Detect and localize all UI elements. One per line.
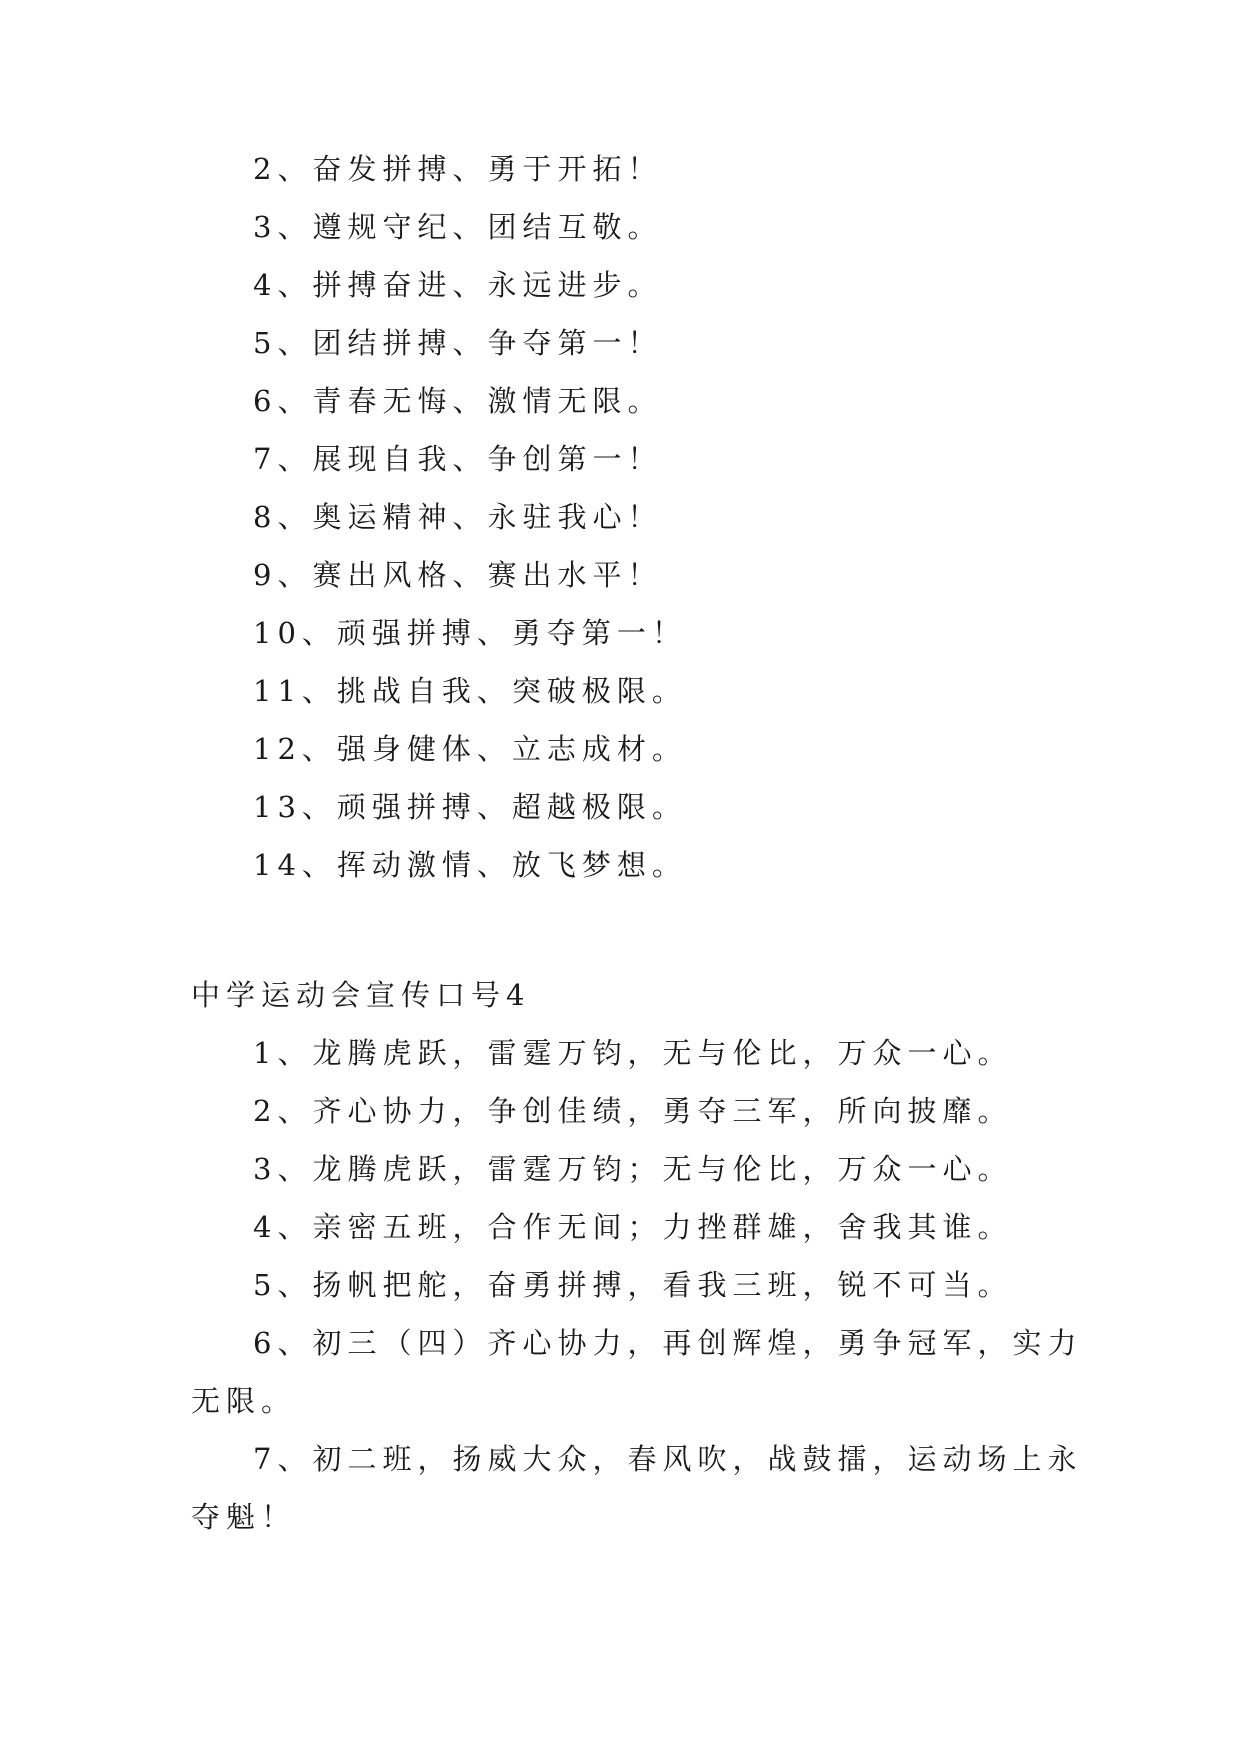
slogan-item: 8、奥运精神、永驻我心！ — [253, 500, 663, 534]
slogan-item: 2、齐心协力，争创佳绩，勇夺三军，所向披靡。 — [253, 1094, 1013, 1128]
slogan-item: 11、挑战自我、突破极限。 — [253, 674, 687, 708]
slogan-item: 9、赛出风格、赛出水平！ — [253, 558, 663, 592]
slogan-item: 7、展现自我、争创第一！ — [253, 442, 663, 476]
slogan-item: 14、挥动激情、放飞梦想。 — [253, 848, 687, 882]
slogan-item: 10、顽强拼搏、勇夺第一！ — [253, 616, 687, 650]
slogan-item-continuation: 夺魁！ — [191, 1500, 297, 1534]
section-heading: 中学运动会宣传口号4 — [191, 978, 531, 1012]
slogan-item-line: 7、初二班，扬威大众，春风吹，战鼓擂，运动场上永 — [253, 1442, 1083, 1476]
slogan-item: 5、扬帆把舵，奋勇拼搏，看我三班，锐不可当。 — [253, 1268, 1013, 1302]
slogan-item: 4、拼搏奋进、永远进步。 — [253, 268, 663, 302]
slogan-item: 1、龙腾虎跃，雷霆万钧，无与伦比，万众一心。 — [253, 1036, 1013, 1070]
slogan-item: 13、顽强拼搏、超越极限。 — [253, 790, 687, 824]
slogan-item: 6、青春无悔、激情无限。 — [253, 384, 663, 418]
slogan-item: 4、亲密五班，合作无间；力挫群雄，舍我其谁。 — [253, 1210, 1013, 1244]
slogan-item: 5、团结拼搏、争夺第一！ — [253, 326, 663, 360]
slogan-item: 12、强身健体、立志成材。 — [253, 732, 687, 766]
slogan-item: 3、遵规守纪、团结互敬。 — [253, 210, 663, 244]
slogan-item-continuation: 无限。 — [191, 1384, 297, 1418]
slogan-item-line: 6、初三（四）齐心协力，再创辉煌，勇争冠军，实力 — [253, 1326, 1083, 1360]
slogan-item: 2、奋发拼搏、勇于开拓！ — [253, 152, 663, 186]
slogan-item: 3、龙腾虎跃，雷霆万钧；无与伦比，万众一心。 — [253, 1152, 1013, 1186]
